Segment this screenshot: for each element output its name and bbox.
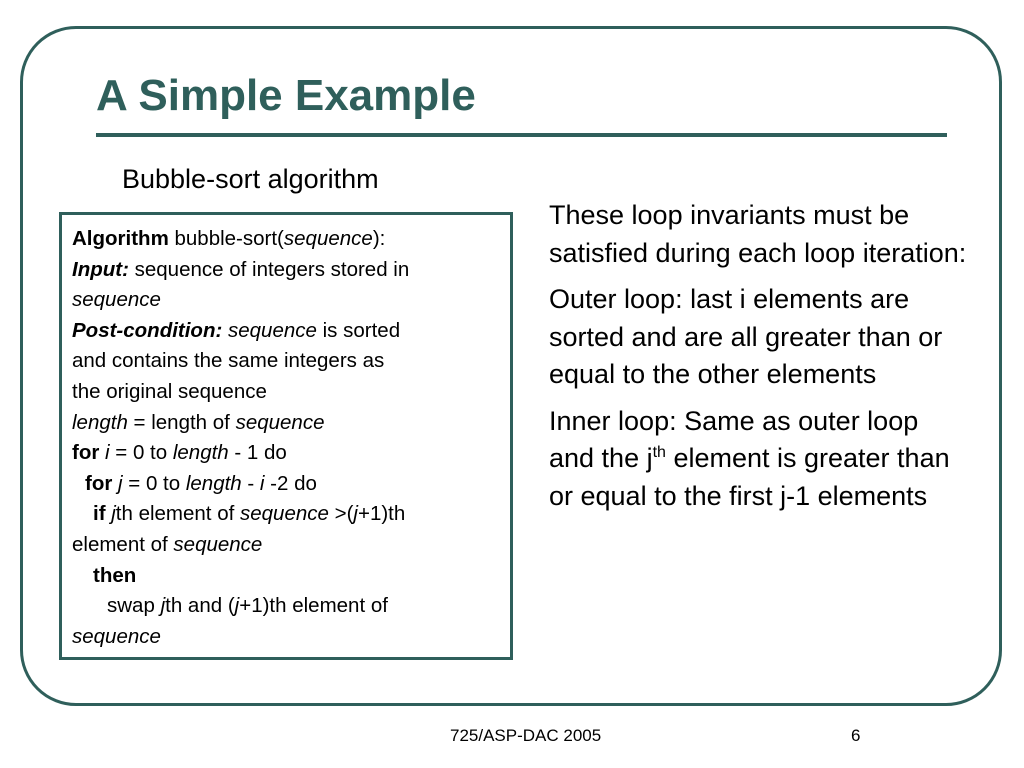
algorithm-line bbox=[72, 224, 500, 255]
keyword: Post-condition: bbox=[72, 318, 223, 342]
algorithm-text: - 1 do bbox=[228, 441, 287, 465]
algorithm-text: - bbox=[241, 471, 260, 495]
algorithm-text: = 0 to bbox=[109, 441, 173, 465]
algorithm-variable: i bbox=[99, 441, 110, 465]
algorithm-variable: sequence bbox=[235, 410, 325, 434]
algorithm-text: the original sequence bbox=[72, 379, 267, 403]
algorithm-box bbox=[59, 212, 513, 660]
algorithm-text: >( bbox=[328, 502, 354, 526]
invariant-text: Inner loop: Same as outer loop and the j bbox=[549, 405, 919, 473]
algorithm-text: -2 do bbox=[264, 471, 317, 495]
algorithm-line bbox=[72, 438, 500, 469]
algorithm-line bbox=[72, 530, 500, 561]
algorithm-text: bubble-sort( bbox=[168, 227, 284, 250]
title-rule bbox=[96, 133, 947, 137]
algorithm-variable: sequence bbox=[222, 318, 317, 342]
algorithm-variable: length bbox=[172, 441, 229, 465]
algorithm-line bbox=[72, 561, 500, 592]
algorithm-variable: length bbox=[72, 410, 128, 434]
algorithm-text: sequence of integers stored in bbox=[128, 257, 410, 281]
algorithm-text: and contains the same integers as bbox=[72, 349, 385, 373]
inner-loop-invariant bbox=[549, 403, 969, 516]
algorithm-line bbox=[72, 377, 500, 408]
algorithm-text: is sorted bbox=[316, 318, 401, 342]
algorithm-variable: sequence bbox=[72, 624, 161, 648]
algorithm-text: th element of bbox=[115, 502, 240, 526]
keyword: if bbox=[93, 502, 106, 526]
subtitle: Bubble-sort algorithm bbox=[122, 164, 379, 194]
algorithm-variable: length bbox=[185, 471, 242, 495]
algorithm-line bbox=[72, 622, 500, 653]
algorithm-variable: sequence bbox=[173, 532, 263, 556]
algorithm-text: th and ( bbox=[165, 594, 235, 618]
algorithm-variable: sequence bbox=[240, 502, 329, 526]
algorithm-text: element of bbox=[72, 532, 174, 556]
keyword: then bbox=[93, 563, 137, 587]
algorithm-text: = length of bbox=[127, 410, 236, 434]
algorithm-text: = 0 to bbox=[122, 471, 186, 495]
algorithm-text: swap bbox=[107, 594, 161, 618]
algorithm-variable: j bbox=[234, 594, 240, 618]
algorithm-variable: j bbox=[105, 502, 116, 526]
page-number: 6 bbox=[851, 726, 861, 745]
algorithm-text: +1)th element of bbox=[239, 594, 388, 618]
invariants-intro: These loop invariants must be satisfied during each loop iteration: bbox=[549, 200, 967, 268]
algorithm-line bbox=[72, 469, 500, 500]
invariant-text: element is greater than or equal to the first j-1 elements bbox=[549, 443, 950, 511]
algorithm-variable: j bbox=[160, 594, 166, 618]
algorithm-line bbox=[72, 499, 500, 530]
algorithm-variable: j bbox=[353, 502, 358, 526]
superscript: th bbox=[652, 444, 666, 461]
keyword: for bbox=[72, 441, 100, 465]
algorithm-line bbox=[72, 285, 500, 316]
algorithm-text: +1)th bbox=[357, 502, 406, 526]
algorithm-variable: i bbox=[259, 471, 265, 495]
keyword: Algorithm bbox=[72, 227, 169, 250]
algorithm-line bbox=[72, 408, 500, 439]
algorithm-variable: sequence bbox=[72, 288, 161, 312]
algorithm-line bbox=[72, 316, 500, 347]
algorithm-text: ): bbox=[372, 227, 386, 250]
keyword: Input: bbox=[72, 257, 129, 281]
keyword: for bbox=[85, 471, 113, 495]
algorithm-variable: j bbox=[112, 471, 123, 495]
outer-loop-invariant: Outer loop: last i elements are sorted and are all greater than or equal to the other elements bbox=[549, 284, 943, 389]
algorithm-line bbox=[72, 346, 500, 377]
slide-title: A Simple Example bbox=[96, 71, 476, 120]
invariants-text bbox=[549, 197, 969, 524]
algorithm-variable: sequence bbox=[283, 227, 373, 250]
footer-text: 725/ASP-DAC 2005 bbox=[450, 726, 602, 745]
algorithm-line bbox=[72, 255, 500, 286]
algorithm-line bbox=[72, 591, 500, 622]
